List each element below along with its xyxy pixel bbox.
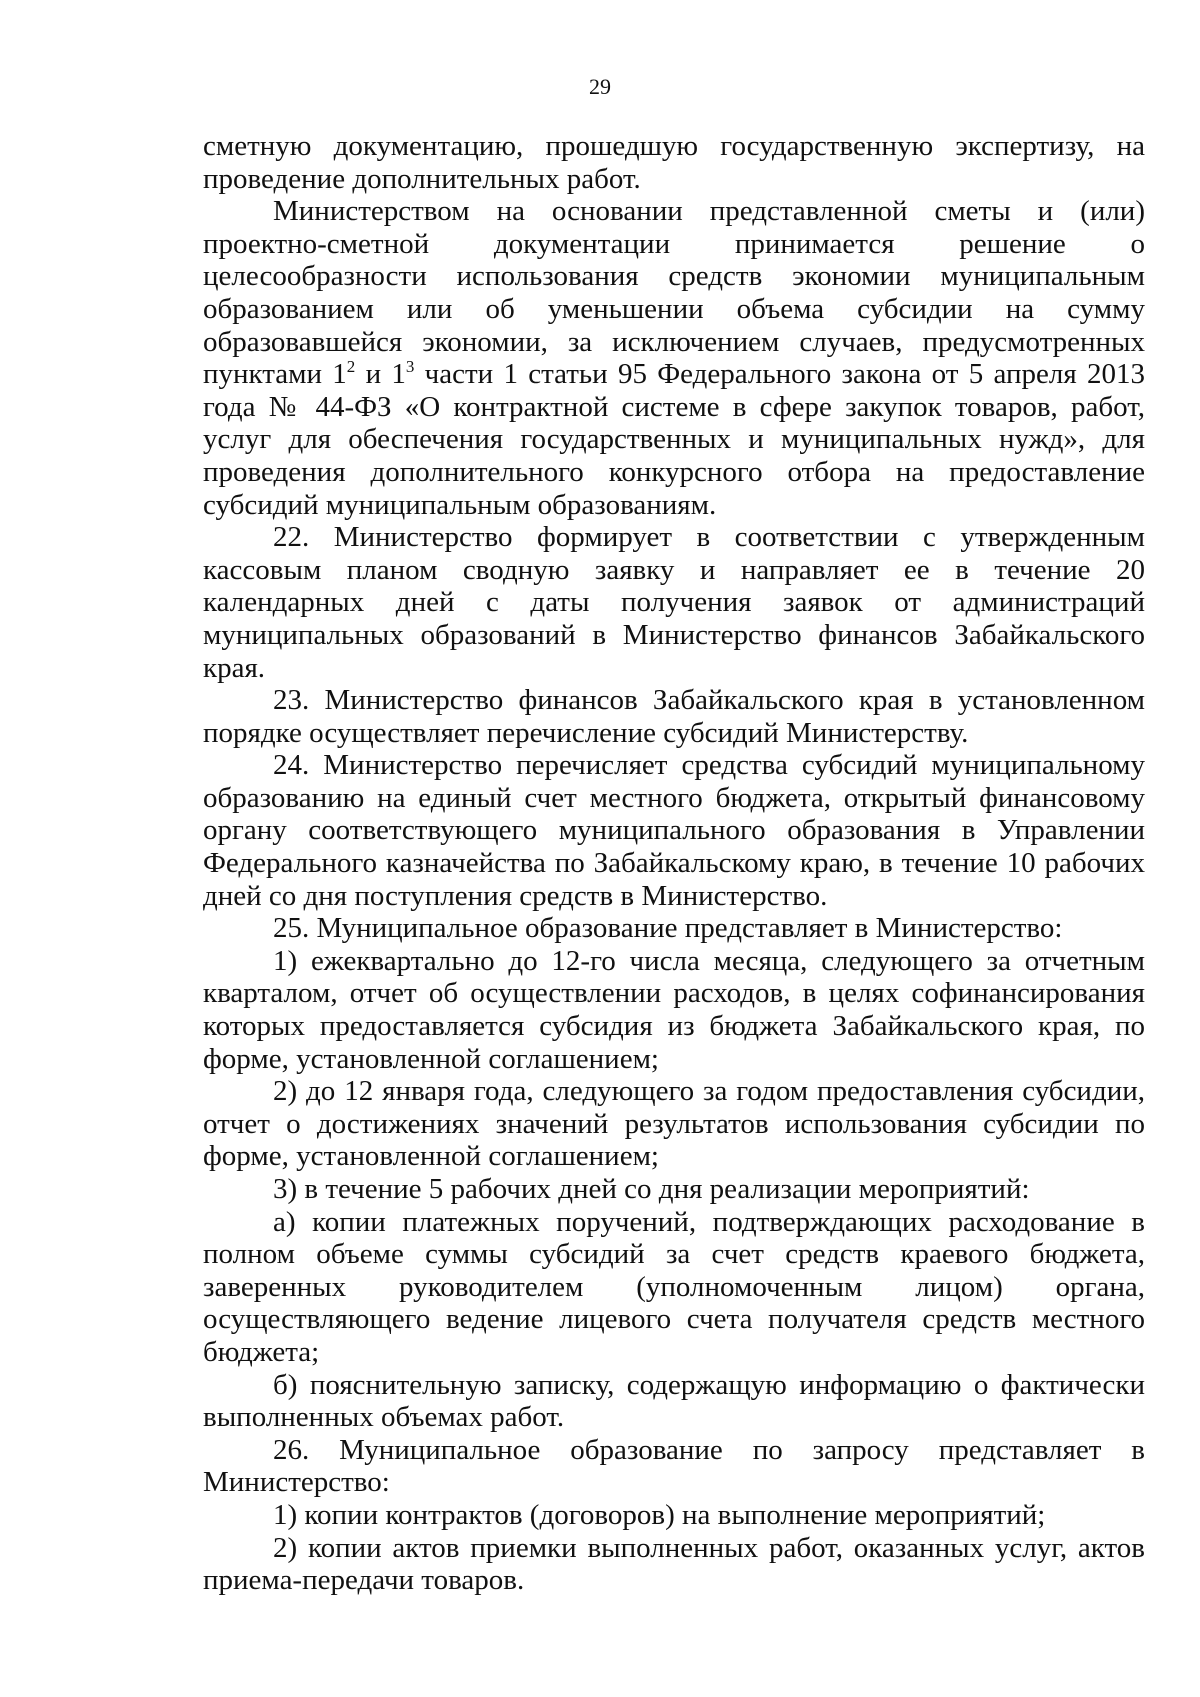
page-number: 29 xyxy=(589,74,611,99)
document-body xyxy=(203,130,1145,1597)
list-item-25-2: 2) до 12 января года, следующего за годом предоставления субсидии, отчет о достижениях значений результатов использования субсидии по форме, установленной соглашением; xyxy=(203,1075,1145,1173)
paragraph-continuation: сметную документацию, прошедшую государственную экспертизу, на проведение дополнительных работ. xyxy=(203,130,1145,195)
superscript: 3 xyxy=(405,357,415,377)
paragraph-text: Министерством на основании представленной сметы и (или) проектно-сметной документации принимается решение о целесообразности использования средств экономии муниципальным образованием или об уменьшении объема субсидии на сумму образовавшейся экономии, за исключением случаев, предусмотренных пунктами 1 xyxy=(203,195,1145,391)
paragraph-text: части 1 статьи 95 Федерального закона от 5 апреля 2013 года № 44-ФЗ «О контрактной системе в сфере закупок товаров, работ, услуг для обеспечения государственных и муниципальных нужд», для проведения дополнительного конкурсного отбора на предоставление субсидий муниципальным образованиям. xyxy=(203,358,1145,521)
paragraph-23: 23. Министерство финансов Забайкальского края в установленном порядке осуществляет перечисление субсидий Министерству. xyxy=(203,684,1145,749)
list-item-25-3-a: а) копии платежных поручений, подтверждающих расходование в полном объеме суммы субсидий за счет средств краевого бюджета, заверенных руководителем (уполномоченным лицом) органа, осуществляющего ведение лицевого счета получателя средств местного бюджета; xyxy=(203,1205,1145,1368)
list-item-26-1: 1) копии контрактов (договоров) на выполнение мероприятий; xyxy=(273,1498,1046,1531)
list-item-25-3-b: б) пояснительную записку, содержащую информацию о фактически выполненных объемах работ. xyxy=(203,1368,1145,1434)
paragraph-22: 22. Министерство формирует в соответствии с утвержденным кассовым планом сводную заявку и направляет ее в течение 20 календарных дней с даты получения заявок от администраций муниципальных образований в Министерство финансов Забайкальского края. xyxy=(203,521,1145,684)
paragraph-26: 26. Муниципальное образование по запросу представляет в Министерство: xyxy=(203,1433,1145,1499)
paragraph-24: 24. Министерство перечисляет средства субсидий муниципальному образованию на единый счет местного бюджета, открытый финансовому органу соответствующего муниципального образования в Управлении Федерального казначейства по Забайкальскому краю, в течение 10 рабочих дней со дня поступления средств в Министерство. xyxy=(203,749,1145,912)
superscript: 2 xyxy=(346,357,356,377)
list-item-25-1: 1) ежеквартально до 12-го числа месяца, следующего за отчетным кварталом, отчет об осуществлении расходов, в целях софинансирования которых предоставляется субсидия из бюджета Забайкальского края, по форме, установленной соглашением; xyxy=(203,944,1145,1075)
list-item-26-2: 2) копии актов приемки выполненных работ, оказанных услуг, актов приема-передачи товаров. xyxy=(203,1531,1145,1597)
list-item-25-3: 3) в течение 5 рабочих дней со дня реализации мероприятий: xyxy=(273,1173,1030,1205)
paragraph-text: и 1 xyxy=(355,358,406,391)
paragraph-25: 25. Муниципальное образование представляет в Министерство: xyxy=(273,912,1063,945)
paragraph-ministry-decision xyxy=(203,195,1145,521)
